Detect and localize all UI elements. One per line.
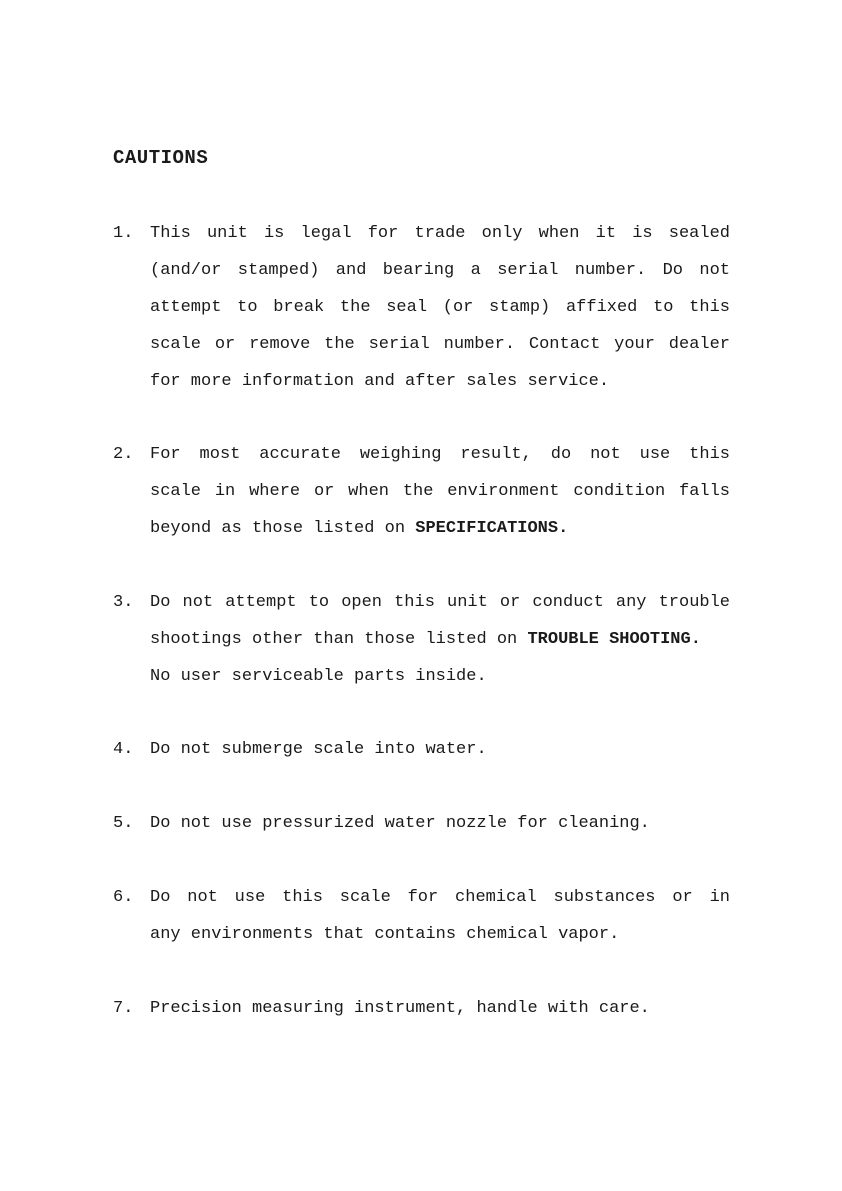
item-number: 3. <box>113 593 134 612</box>
page-title: CAUTIONS <box>113 147 209 169</box>
item-line: For most accurate weighing result, do not use this <box>150 445 730 464</box>
item-line: (and/or stamped) and bearing a serial number. Do not <box>150 261 730 280</box>
item-number: 6. <box>113 888 134 907</box>
item-text <box>150 879 730 953</box>
item-number: 5. <box>113 814 134 833</box>
item-number: 7. <box>113 999 134 1018</box>
item-line: scale or remove the serial number. Contact your dealer <box>150 335 730 354</box>
item-line <box>150 510 730 547</box>
item-line: No user serviceable parts inside. <box>150 667 487 686</box>
item-text <box>150 805 730 842</box>
item-number: 1. <box>113 224 134 243</box>
item-line: Do not attempt to open this unit or conduct any trouble <box>150 593 730 612</box>
item-line <box>150 621 730 658</box>
item-line: Precision measuring instrument, handle with care. <box>150 999 650 1018</box>
item-number: 4. <box>113 740 134 759</box>
item-line-text: beyond as those listed on <box>150 519 416 538</box>
item-line: any environments that contains chemical vapor. <box>150 925 620 944</box>
item-line: Do not submerge scale into water. <box>150 740 487 759</box>
item-line: for more information and after sales service. <box>150 372 610 391</box>
item-text <box>150 990 730 1027</box>
item-number: 2. <box>113 445 134 464</box>
item-line: Do not use pressurized water nozzle for cleaning. <box>150 814 650 833</box>
item-text <box>150 584 730 695</box>
trouble-shooting-reference: TROUBLE SHOOTING. <box>527 630 701 649</box>
item-line: Do not use this scale for chemical substances or in <box>150 888 730 907</box>
item-line: This unit is legal for trade only when it is sealed <box>150 224 730 243</box>
specifications-reference: SPECIFICATIONS. <box>415 519 569 538</box>
item-line-text: shootings other than those listed on <box>150 630 528 649</box>
item-text <box>150 215 730 400</box>
item-text <box>150 731 730 768</box>
item-line: scale in where or when the environment condition falls <box>150 482 730 501</box>
item-text <box>150 436 730 547</box>
item-line: attempt to break the seal (or stamp) affixed to this <box>150 298 730 317</box>
